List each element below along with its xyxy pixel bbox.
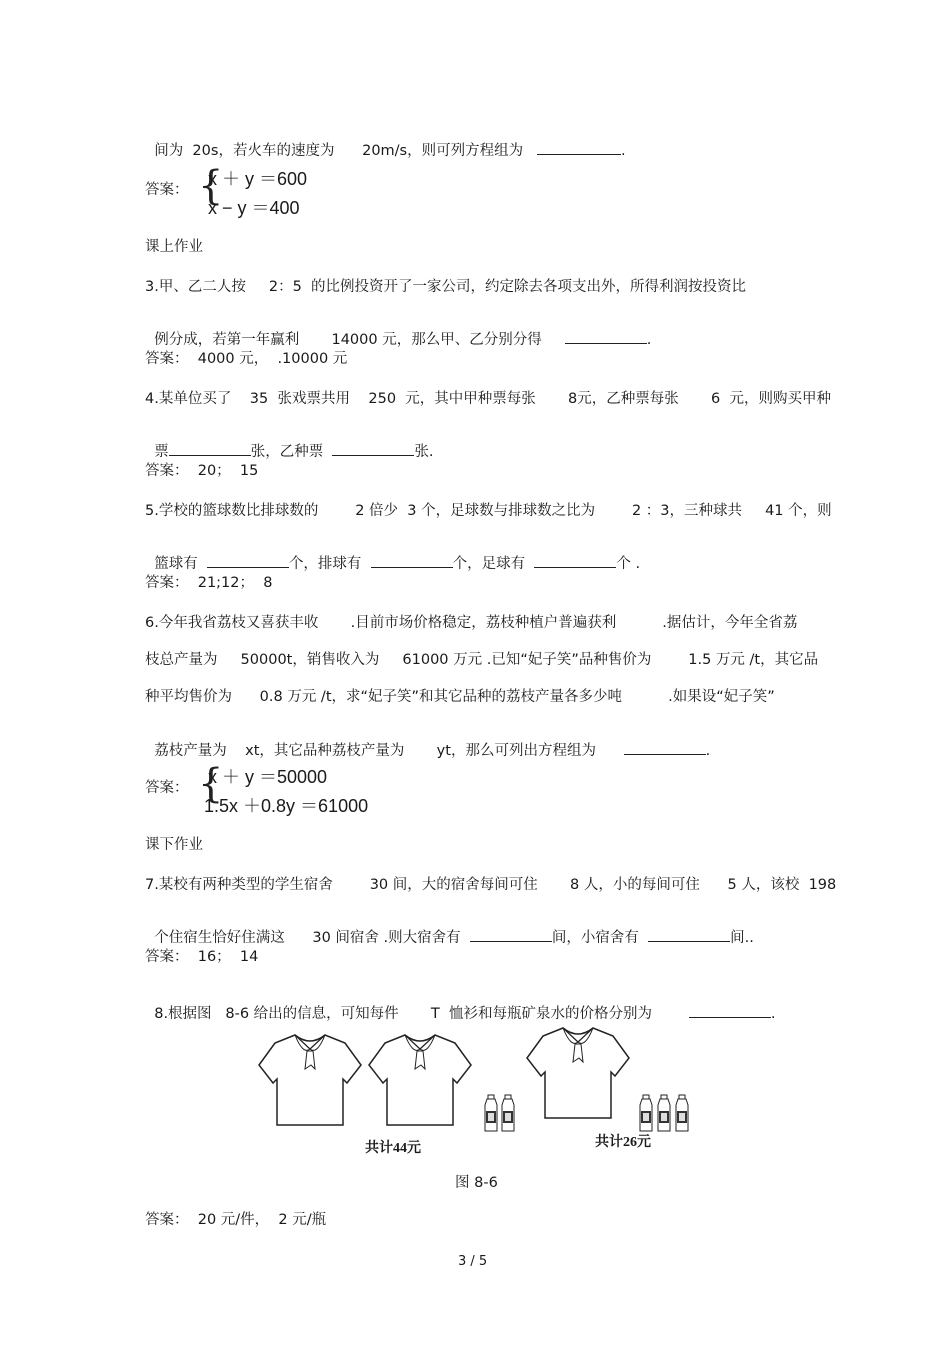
- section-heading: 课下作业: [145, 837, 203, 853]
- text-segment: 张，乙种票: [250, 443, 333, 460]
- figure-caption-right: 共计26元: [595, 1135, 651, 1150]
- text-segment: .: [620, 142, 626, 159]
- text-segment: 张.: [414, 443, 434, 460]
- text-segment: 个 .: [616, 555, 641, 572]
- answer-blank: [565, 331, 647, 344]
- problem-text-line: [145, 127, 626, 158]
- problem-text-line: 4.某单位买了 35 张戏票共用 250 元，其中甲种票每张 8元，乙种票每张 6 元，则购买甲种: [145, 391, 831, 407]
- water-bottle-icon: [658, 1095, 670, 1131]
- problem-text-line: 5.学校的篮球数比排球数的 2 倍少 3 个，足球数与排球数之比为 2 ：3，三种球共 41 个，则: [145, 503, 832, 519]
- answer-blank: [332, 443, 414, 456]
- text-segment: 个住宿生恰好住满这 30 间宿舍 .则大宿舍有: [154, 929, 470, 946]
- equation: x ＋ y ＝50000: [208, 767, 328, 787]
- text-segment: 8.根据图 8-6 给出的信息，可知每件 T 恤衫和每瓶矿泉水的价格分别为: [154, 1005, 689, 1022]
- answer-blank: [207, 555, 289, 568]
- tshirt-icon: [369, 1035, 471, 1125]
- answer-line: 答案： 21;12； 8: [145, 575, 273, 591]
- answer-blank: [470, 929, 552, 942]
- problem-text-line: [145, 914, 754, 945]
- text-segment: 票: [154, 443, 169, 460]
- answer-line: 答案： 20； 15: [145, 463, 259, 479]
- problem-text-line: [145, 540, 640, 571]
- section-heading: 课上作业: [145, 239, 203, 255]
- text-segment: 间为 20s，若火车的速度为 20m/s，则可列方程组为: [154, 142, 537, 159]
- left-brace-icon: {: [198, 761, 224, 807]
- answer-label: 答案：: [145, 182, 189, 198]
- answer-blank: [169, 443, 251, 456]
- answer-blank: [534, 555, 616, 568]
- text-segment: 间，小宿舍有: [551, 929, 649, 946]
- problem-text-line: 7.某校有两种类型的学生宿舍 30 间，大的宿舍每间可住 8 人，小的每间可住 5 人，该校 198: [145, 877, 837, 893]
- problem-text-line: [145, 428, 434, 459]
- problem-text-line: [145, 727, 710, 758]
- answer-line: 答案： 4000 元， .10000 元: [145, 351, 348, 367]
- text-segment: .: [770, 1005, 776, 1022]
- problem-text-line: 枝总产量为 50000t，销售收入为 61000 万元 .已知“妃子笑”品种售价为 1.5 万元 /t，其它品: [145, 652, 819, 668]
- text-segment: .: [705, 742, 711, 759]
- problem-text-line: 6.今年我省荔枝又喜获丰收 .目前市场价格稳定，荔枝种植户普遍获利 .据估计，今年全省荔: [145, 615, 798, 631]
- tshirt-icon: [259, 1035, 361, 1125]
- equation: 1.5x ＋0.8y ＝61000: [204, 796, 369, 816]
- answer-blank: [648, 929, 730, 942]
- problem-text-line: 种平均售价为 0.8 万元 /t，求“妃子笑”和其它品种的荔枝产量各多少吨 .如果设“妃子笑”: [145, 689, 775, 705]
- answer-blank: [689, 1005, 771, 1018]
- problem-text-line: [145, 316, 651, 347]
- answer-blank: [537, 142, 621, 155]
- figure-caption-left: 共计44元: [365, 1141, 421, 1156]
- equation: x ＋ y ＝600: [208, 169, 308, 189]
- answer-line: 答案： 20 元/件， 2 元/瓶: [145, 1212, 327, 1228]
- text-segment: 篮球有: [154, 555, 207, 572]
- answer-blank: [371, 555, 453, 568]
- answer-blank: [624, 742, 706, 755]
- answer-line: 答案： 16； 14: [145, 949, 259, 965]
- text-segment: 例分成，若第一年赢利 14000 元，那么甲、乙分别分得: [154, 331, 565, 348]
- water-bottle-icon: [485, 1095, 497, 1131]
- figure-label: 图 8-6: [455, 1175, 498, 1191]
- text-segment: 荔枝产量为 xt，其它品种荔枝产量为 yt，那么可列出方程组为: [154, 742, 624, 759]
- equation: x − y ＝400: [208, 198, 300, 218]
- text-segment: 个，排球有: [288, 555, 371, 572]
- text-segment: 间..: [730, 929, 754, 946]
- page-number: 3 / 5: [458, 1254, 488, 1269]
- text-segment: 个，足球有: [452, 555, 535, 572]
- problem-text-line: 3.甲、乙二人按 2：5 的比例投资开了一家公司，约定除去各项支出外，所得利润按投资比: [145, 279, 747, 295]
- text-segment: .: [646, 331, 652, 348]
- water-bottle-icon: [676, 1095, 688, 1131]
- water-bottle-icon: [640, 1095, 652, 1131]
- tshirt-icon: [527, 1028, 629, 1118]
- answer-label: 答案：: [145, 780, 189, 796]
- water-bottle-icon: [502, 1095, 514, 1131]
- left-brace-icon: {: [198, 163, 224, 209]
